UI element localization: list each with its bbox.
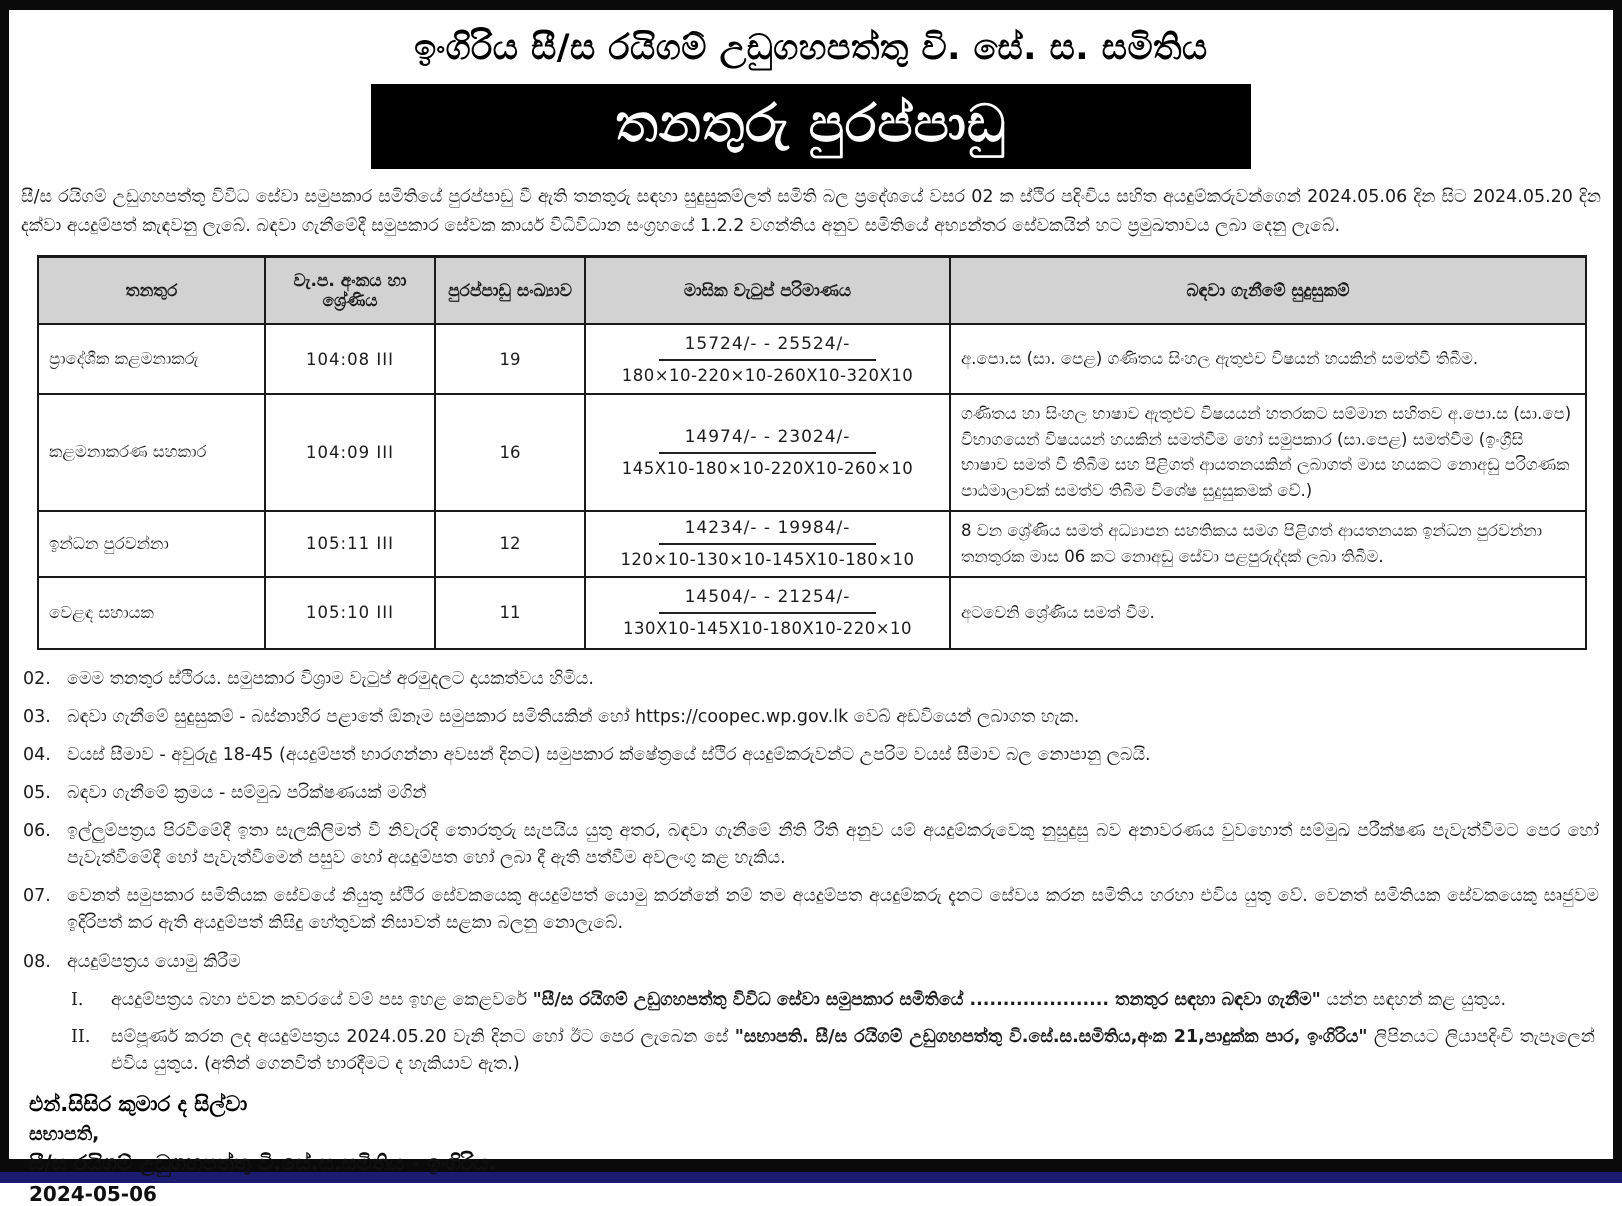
note-text: වයස් සීමාව - අවුරුදු 18-45 (අයදුම්පත් භාරගන්නා අවසන් දිනට) සමුපකාර ක්ෂේත්‍රයේ ස්ථිර අයදුම්කරුවන්ට උපරිම වයස් සීමාව බල නොපානු ලබයි.	[67, 744, 1151, 765]
note-number: 07.	[23, 886, 51, 907]
note-item-07	[23, 883, 1599, 937]
salary-scale: 180×10-220×10-260X10-320X10	[621, 365, 914, 385]
table-row	[38, 511, 1586, 577]
salary-cell	[585, 577, 950, 649]
top-border-bar	[0, 0, 1622, 10]
salary-cell	[585, 324, 950, 394]
position-cell: ප්‍රාදේශීක කළමනාකරු	[38, 324, 265, 394]
salary-scale: 120×10-130×10-145X10-180×10	[620, 550, 915, 569]
vacancies-banner-label: තනතුරු පුරප්පාඩු	[615, 94, 1007, 154]
intro-paragraph: සී/ස රයිගම් උඩුගහපත්තු විවිධ සේවා සමුපකාර සමිතියේ පුරප්පාඩු වී ඇති තනතුරු සඳහා සුදුසුකම්ලත් සමිති බල ප්‍රදේශයේ වසර 02 ක ස්ථිර පදිංචිය සහිත අයදුම්කරුවන්ගෙන් 2024.05.06 දින සිට 2024.05.20 දින දක්වා අයදුම්පත් කැඳවනු ලැබේ. බඳවා ගැනීමේදී සමුපකාර සේවක කාර්ය විධිවිධාන සංග්‍රහයේ 1.2.2 වගන්තිය අනුව සමිතියේ අභ්‍යන්තර සේවකයින් හට ප්‍රමුඛතාවය ලබා දෙනු ලැබේ.	[21, 187, 1601, 236]
subnote-text-quoted: "සී/ස රයිගම් උඩුගහපත්තු විවිධ සේවා සමුපකාර සමිතියේ ..................... තනතුර සඳහා බඳවා ගැනීම"	[532, 989, 1321, 1010]
vacancies-table	[37, 255, 1587, 650]
notice-date: 2024-05-06	[29, 1182, 157, 1206]
note-number: 03.	[23, 706, 51, 727]
notes-list	[23, 666, 1599, 1079]
qualifications-cell: අටවෙනි ශ්‍රේණිය සමත් වීම.	[950, 577, 1586, 649]
note-text: බඳවා ගැනීමේ ක්‍රමය - සම්මුඛ පරික්ෂණයක් මගින්	[67, 782, 427, 803]
organization-title: ඉංගිරිය සී/ස රයිගම් උඩුගහපත්තු වි. සේ. ස. සමිතිය	[414, 28, 1208, 68]
society-name: සී/ස රයිගම් උඩුගහපත්තු වි.සේ.ස.සමිතිය - ඉංගිරිය.	[29, 1151, 497, 1175]
header-monthly-salary: මාසික වැටුප් පරිමාණය	[585, 256, 950, 324]
salary-scale: 145X10-180×10-220X10-260×10	[621, 458, 914, 478]
note-number: 02.	[23, 668, 51, 689]
table-header-row	[38, 256, 1586, 324]
subnote-item-2	[71, 1024, 1595, 1078]
subnote-item-1	[71, 987, 1595, 1014]
note-number: 04.	[23, 744, 51, 765]
vacancy-count-cell: 16	[435, 394, 585, 510]
vacancy-count-cell: 11	[435, 577, 585, 649]
header-qualifications: බඳවා ගැනීමේ සුදුසුකම්	[950, 256, 1586, 324]
salary-cell	[585, 511, 950, 577]
salary-range: 15724/- - 25524/-	[659, 334, 877, 361]
table-row	[38, 577, 1586, 649]
note-text: ඉල්ලුම්පත්‍රය පිරවීමේදී ඉතා සැලකිලිමත් වී නිවැරදි තොරතුරු සැපයිය යුතු අතර, බඳවා ගැනීමේ නීති රීති අනුව යම් අයදුම්කරුවෙකු නුසුදුසු බව අනාවරණය වුවහොත් සම්මුඛ පරීක්ෂණ පැවැත්වීමට පෙර හෝ පැවැත්වීමේදී හෝ පැවැත්වීමෙන් පසුව හෝ අයදුම්පත හෝ ලබා දී ඇති පත්වීම අවලංගු කළ හැකිය.	[67, 821, 1599, 869]
note-item-03	[23, 704, 1599, 731]
subnote-number: II.	[71, 1026, 91, 1047]
header-position: තනතුර	[38, 256, 265, 324]
salary-code-cell: 105:10 III	[265, 577, 435, 649]
chairman-name: එන්.සිසිර කුමාර ද සිල්වා	[29, 1092, 248, 1116]
note-number: 06.	[23, 821, 51, 841]
vacancies-banner	[371, 84, 1251, 169]
left-border-bar	[0, 0, 9, 1183]
salary-scale: 130X10-145X10-180X10-220×10	[622, 619, 913, 638]
note-number: 05.	[23, 782, 51, 803]
subnote-number: I.	[71, 989, 84, 1010]
subnote-text-post: ලිපිනයට ලියාපදිංචි තැපෑලෙන් එවිය යුතුය. (අතින් ගෙනවිත් භාරදීමට ද හැකියාව ඇත.)	[111, 1026, 1595, 1074]
note-text: වෙනත් සමුපකාර සමිතියක සේවයේ නියුතු ස්ථිර සේවකයෙකු අයදුම්පත් යොමු කරන්නේ නම් තම අයදුම්පත අයදුම්කරු දැනට සේවය කරන සමිතිය හරහා එවිය යුතු වේ. වෙනත් සමිතියක සේවකයෙකු සෘජුවම ඉදිරිපත් කර ඇති අයදුම්පත් කිසිදු හේතුවක් නිසාවත් සළකා බලනු නොලැබේ.	[67, 886, 1599, 934]
header-salary-code: වැ.ප. අංකය හා ශ්‍රේණිය	[265, 256, 435, 324]
subnote-text	[111, 987, 1595, 1014]
note-item-08	[23, 949, 1599, 976]
subnote-text	[111, 1024, 1595, 1078]
signature-block	[29, 1092, 1603, 1206]
salary-cell	[585, 394, 950, 510]
salary-code-cell: 104:08 III	[265, 324, 435, 394]
qualifications-cell: අ.පො.ස (සා. පෙළ) ගණිතය සිංහල ඇතුළුව විෂයන් හයකින් සමත්වී තිබීම.	[950, 324, 1586, 394]
table-row	[38, 324, 1586, 394]
subnote-text-pre: අයදුම්පත්‍රය බහා එවන කවරයේ වම් පස ඉහළ කෙළවරේ	[111, 989, 533, 1010]
vacancy-count-cell: 19	[435, 324, 585, 394]
qualifications-cell: ගණිතය හා සිංහල භාෂාව ඇතුළුව විෂයයන් හතරකට සම්මාන සහිතව අ.පො.ස (සා.පෙ) විභාගයෙන් විෂයයන් හයකින් සමත්වීම හෝ සමුපකාර (සා.පෙළ) සමත්වීම (ඉංග්‍රීසි භාෂාව සමත් වී තිබීම සහ පිළිගත් ආයතනයකින් ලබාගත් මාස හයකට නොඅඩු පරිගණක පාඨමාලාවක් සමත්ව තිබීම විශේෂ සුදුසුකමක් වේ.)	[950, 394, 1586, 510]
salary-code-cell: 104:09 III	[265, 394, 435, 510]
note-text: අයදුම්පත්‍රය යොමු කිරීම	[67, 951, 241, 972]
subnote-text-pre: සම්පූර්ණ කරන ලද අයදුම්පත්‍රය 2024.05.20 වැනි දිනට හෝ ඊට පෙර ලැබෙන සේ	[111, 1026, 735, 1047]
table-row	[38, 394, 1586, 510]
note-number: 08.	[23, 951, 51, 972]
header-vacancy-count: පුරප්පාඩු සංඛ්‍යාව	[435, 256, 585, 324]
subnote-text-quoted: "සභාපති. සී/ස රයිගම් උඩුගහපත්තු වි.සේ.ස.සමිතිය,අංක 21,පාදුක්ක පාර, ඉංගිරිය"	[734, 1026, 1368, 1047]
position-cell: කළමනාකරණ සහකාර	[38, 394, 265, 510]
position-cell: වෙළඳ සහායක	[38, 577, 265, 649]
salary-range: 14504/- - 21254/-	[659, 587, 877, 614]
salary-range: 14974/- - 23024/-	[659, 427, 877, 454]
salary-range: 14234/- - 19984/-	[659, 518, 877, 545]
right-border-bar	[1613, 0, 1622, 1183]
vacancy-count-cell: 12	[435, 511, 585, 577]
chairman-role: සභාපති,	[29, 1123, 100, 1145]
notice-content	[9, 10, 1613, 1206]
position-cell: ඉන්ධන පුරවන්නා	[38, 511, 265, 577]
note-item-06	[23, 818, 1599, 872]
note-text: බඳවා ගැනීමේ සුදුසුකම් - බස්නාහිර පළාතේ ඕනෑම සමුපකාර සමිතියකින් හෝ https://coopec.wp.gov.lk වෙබ් අඩවියෙන් ලබාගත හැක.	[67, 706, 1080, 727]
note-item-02	[23, 666, 1599, 693]
note-text: මෙම තනතුර ස්ථිරය. සමුපකාර විශ්‍රාම වැටුප් අරමුදලට දායකත්වය හිමිය.	[67, 668, 594, 689]
note-item-05	[23, 780, 1599, 807]
note-item-04	[23, 742, 1599, 769]
subnote-text-post: යන්න සඳහන් කළ යුතුය.	[1320, 989, 1507, 1010]
qualifications-cell: 8 වන ශ්‍රේණිය සමත් අධ්‍යාපන සහතිකය සමග පිළිගත් ආයතනයක ඉන්ධන පුරවන්නා තනතුරක මාස 06 කට නොඅඩු සේවා පළපුරුද්දක් ලබා තිබීම.	[950, 511, 1586, 577]
salary-code-cell: 105:11 III	[265, 511, 435, 577]
